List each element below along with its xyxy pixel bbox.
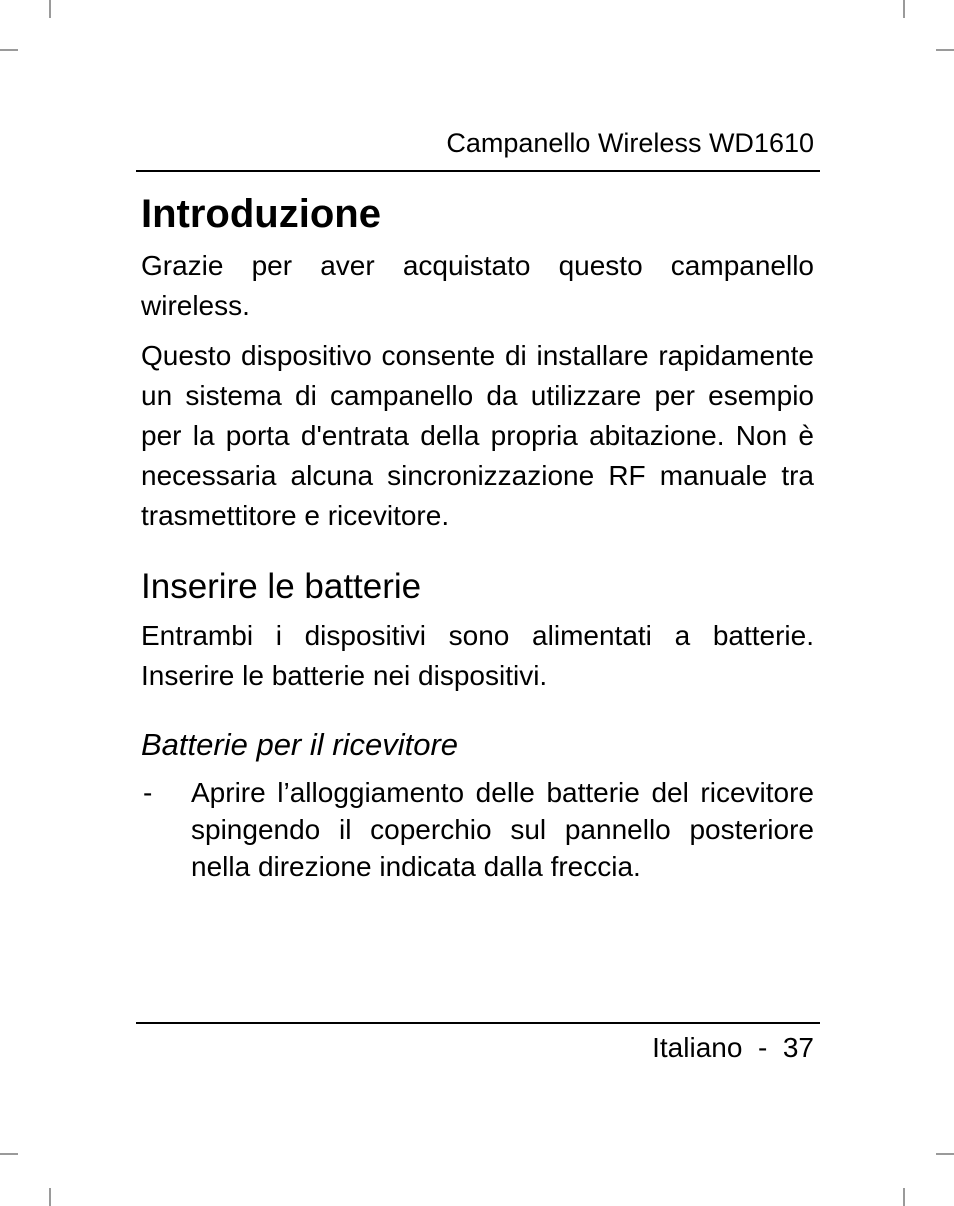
header-rule — [136, 170, 820, 172]
crop-mark-bottom-left-h — [0, 1153, 18, 1155]
crop-mark-bottom-right — [903, 1188, 905, 1206]
page-footer: Italiano - 37 — [652, 1032, 814, 1063]
crop-mark-top-left — [49, 0, 51, 18]
intro-paragraph-1: Grazie per aver acquistato questo campanello wireless. — [141, 250, 814, 321]
crop-mark-bottom-left — [49, 1188, 51, 1206]
footer-rule — [136, 1022, 820, 1024]
crop-mark-top-left-h — [0, 49, 18, 51]
list-item — [141, 774, 814, 885]
crop-mark-bottom-right-h — [936, 1153, 954, 1155]
running-header: Campanello Wireless WD1610 — [446, 128, 814, 158]
page-content — [141, 190, 814, 885]
list-item-text: Aprire l’alloggiamento delle batterie del ricevitore spingendo il coperchio sul pannello posteriore nella direzione indicata dalla freccia. — [191, 777, 814, 882]
subheading-receiver-batteries: Batterie per il ricevitore — [141, 727, 459, 762]
intro-paragraph-2: Questo dispositivo consente di installare rapidamente un sistema di campanello da utilizzare per esempio per la porta d'entrata della propria abitazione. Non è necessaria alcuna sincronizzazione RF manuale tra trasmettitore e ricevitore. — [141, 340, 814, 531]
batteries-paragraph: Entrambi i dispositivi sono alimentati a batterie. Inserire le batterie nei dispositivi. — [141, 620, 814, 691]
bullet-dash: - — [143, 777, 153, 808]
crop-mark-top-right — [903, 0, 905, 18]
section-heading-intro: Introduzione — [141, 192, 381, 236]
crop-mark-top-right-h — [936, 49, 954, 51]
section-heading-batteries: Inserire le batterie — [141, 567, 422, 606]
